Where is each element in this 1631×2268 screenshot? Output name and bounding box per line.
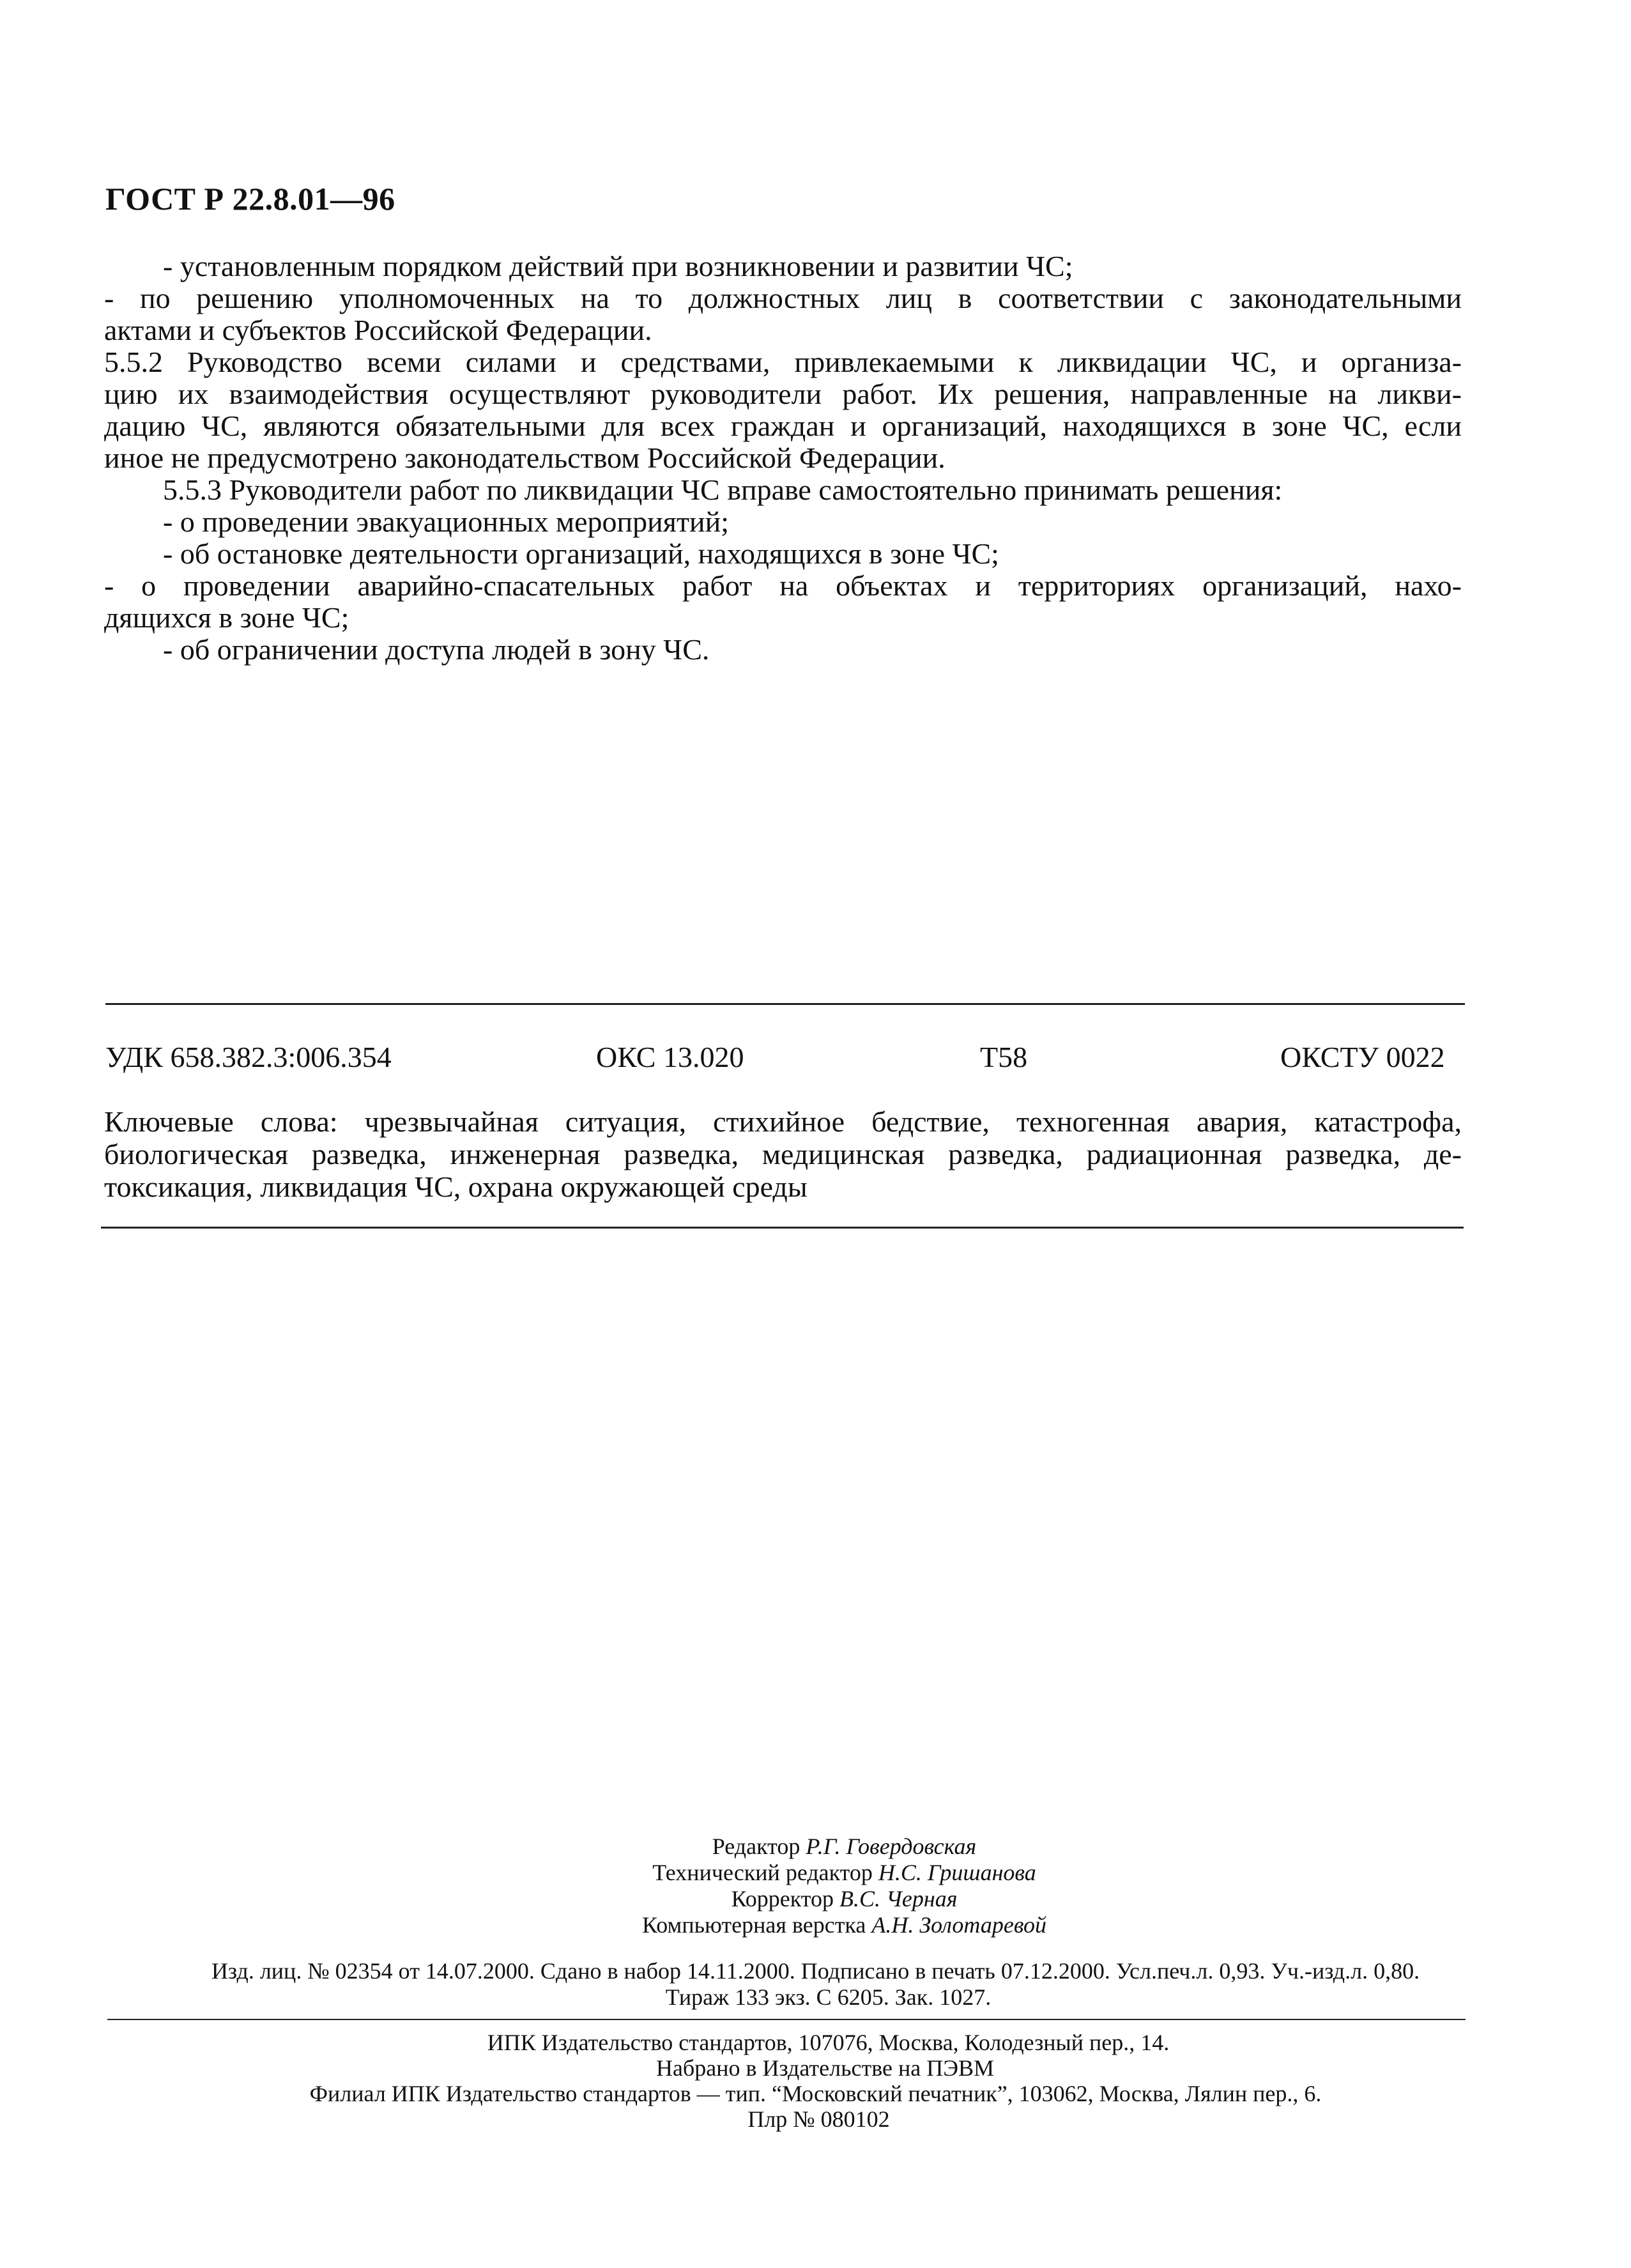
credit-proofreader: [0, 1886, 1631, 1912]
body-text: [104, 250, 1462, 666]
body-line: 5.5.2 Руководство всеми силами и средствами, привлекаемыми к ликвидации ЧС, и организа-: [104, 346, 1462, 378]
keywords-line: Ключевые слова: чрезвычайная ситуация, стихийное бедствие, техногенная авария, катастрофа,: [104, 1105, 1462, 1138]
credit-name: Н.С. Гришанова: [878, 1860, 1036, 1885]
bottom-divider: [101, 1227, 1464, 1229]
imprint-line: Изд. лиц. № 02354 от 14.07.2000. Сдано в набор 14.11.2000. Подписано в печать 07.12.2000. Усл.печ.л. 0,93. Уч.-изд.л. 0,80.: [211, 1958, 1420, 1984]
imprint-block: [0, 1958, 1631, 2011]
credit-name: А.Н. Золотаревой: [871, 1912, 1046, 1938]
body-line: - установленным порядком действий при возникновении и развитии ЧС;: [104, 250, 1073, 282]
credit-role: Технический редактор: [652, 1860, 873, 1885]
publisher-line: Набрано в Издательстве на ПЭВМ: [655, 2055, 995, 2081]
credits-block: [0, 1834, 1631, 1938]
body-line: иное не предусмотрено законодательством Российской Федерации.: [104, 441, 946, 474]
credit-role: Компьютерная верстка: [642, 1912, 866, 1938]
body-line: - по решению уполномоченных на то должностных лиц в соответствии с законодательными: [104, 282, 1462, 314]
body-line: актами и субъектов Российской Федерации.: [104, 314, 652, 346]
body-line: - об остановке деятельности организаций, находящихся в зоне ЧС;: [104, 537, 999, 570]
keywords-line: токсикация, ликвидация ЧС, охрана окружающей среды: [104, 1170, 808, 1203]
credit-role: Редактор: [712, 1834, 800, 1859]
credit-name: В.С. Черная: [839, 1886, 958, 1912]
body-line: 5.5.3 Руководители работ по ликвидации ЧС вправе самостоятельно принимать решения:: [104, 473, 1283, 506]
body-line: дацию ЧС, являются обязательными для всех граждан и организаций, находящихся в зоне ЧС, если: [104, 410, 1462, 442]
top-divider: [105, 1003, 1465, 1005]
keywords-block: [104, 1105, 1462, 1203]
oks-code: ОКС 13.020: [596, 1041, 744, 1073]
imprint-divider: [107, 2019, 1466, 2020]
keywords-line: биологическая разведка, инженерная разведка, медицинская разведка, радиационная разведка, де-: [104, 1138, 1462, 1170]
body-line: дящихся в зоне ЧС;: [104, 601, 349, 634]
credit-layout: [0, 1912, 1631, 1938]
udk-code: УДК 658.382.3:006.354: [105, 1041, 392, 1073]
body-line: - о проведении эвакуационных мероприятий;: [104, 505, 730, 538]
document-header: ГОСТ Р 22.8.01—96: [105, 181, 395, 217]
okstu-code: ОКСТУ 0022: [1280, 1041, 1445, 1073]
body-line: - об ограничении доступа людей в зону ЧС.: [104, 633, 710, 666]
publisher-block: [0, 2030, 1631, 2132]
imprint-line: Тираж 133 экз. С 6205. Зак. 1027.: [665, 1984, 992, 2010]
credit-name: Р.Г. Говердовская: [806, 1834, 977, 1859]
credit-role: Корректор: [731, 1886, 834, 1912]
credit-editor: [0, 1834, 1631, 1860]
publisher-line: ИПК Издательство стандартов, 107076, Москва, Колодезный пер., 14.: [487, 2030, 1170, 2055]
t-code: Т58: [980, 1041, 1028, 1073]
body-line: цию их взаимодействия осуществляют руководители работ. Их решения, направленные на ликви-: [104, 378, 1462, 410]
publisher-line: Плр № 080102: [747, 2106, 890, 2132]
credit-tech-editor: [0, 1860, 1631, 1886]
publisher-line: Филиал ИПК Издательство стандартов — тип. “Московский печатник”, 103062, Москва, Лялин пер., 6.: [309, 2081, 1322, 2106]
body-line: - о проведении аварийно-спасательных работ на объектах и территориях организаций, нахо-: [104, 569, 1462, 602]
